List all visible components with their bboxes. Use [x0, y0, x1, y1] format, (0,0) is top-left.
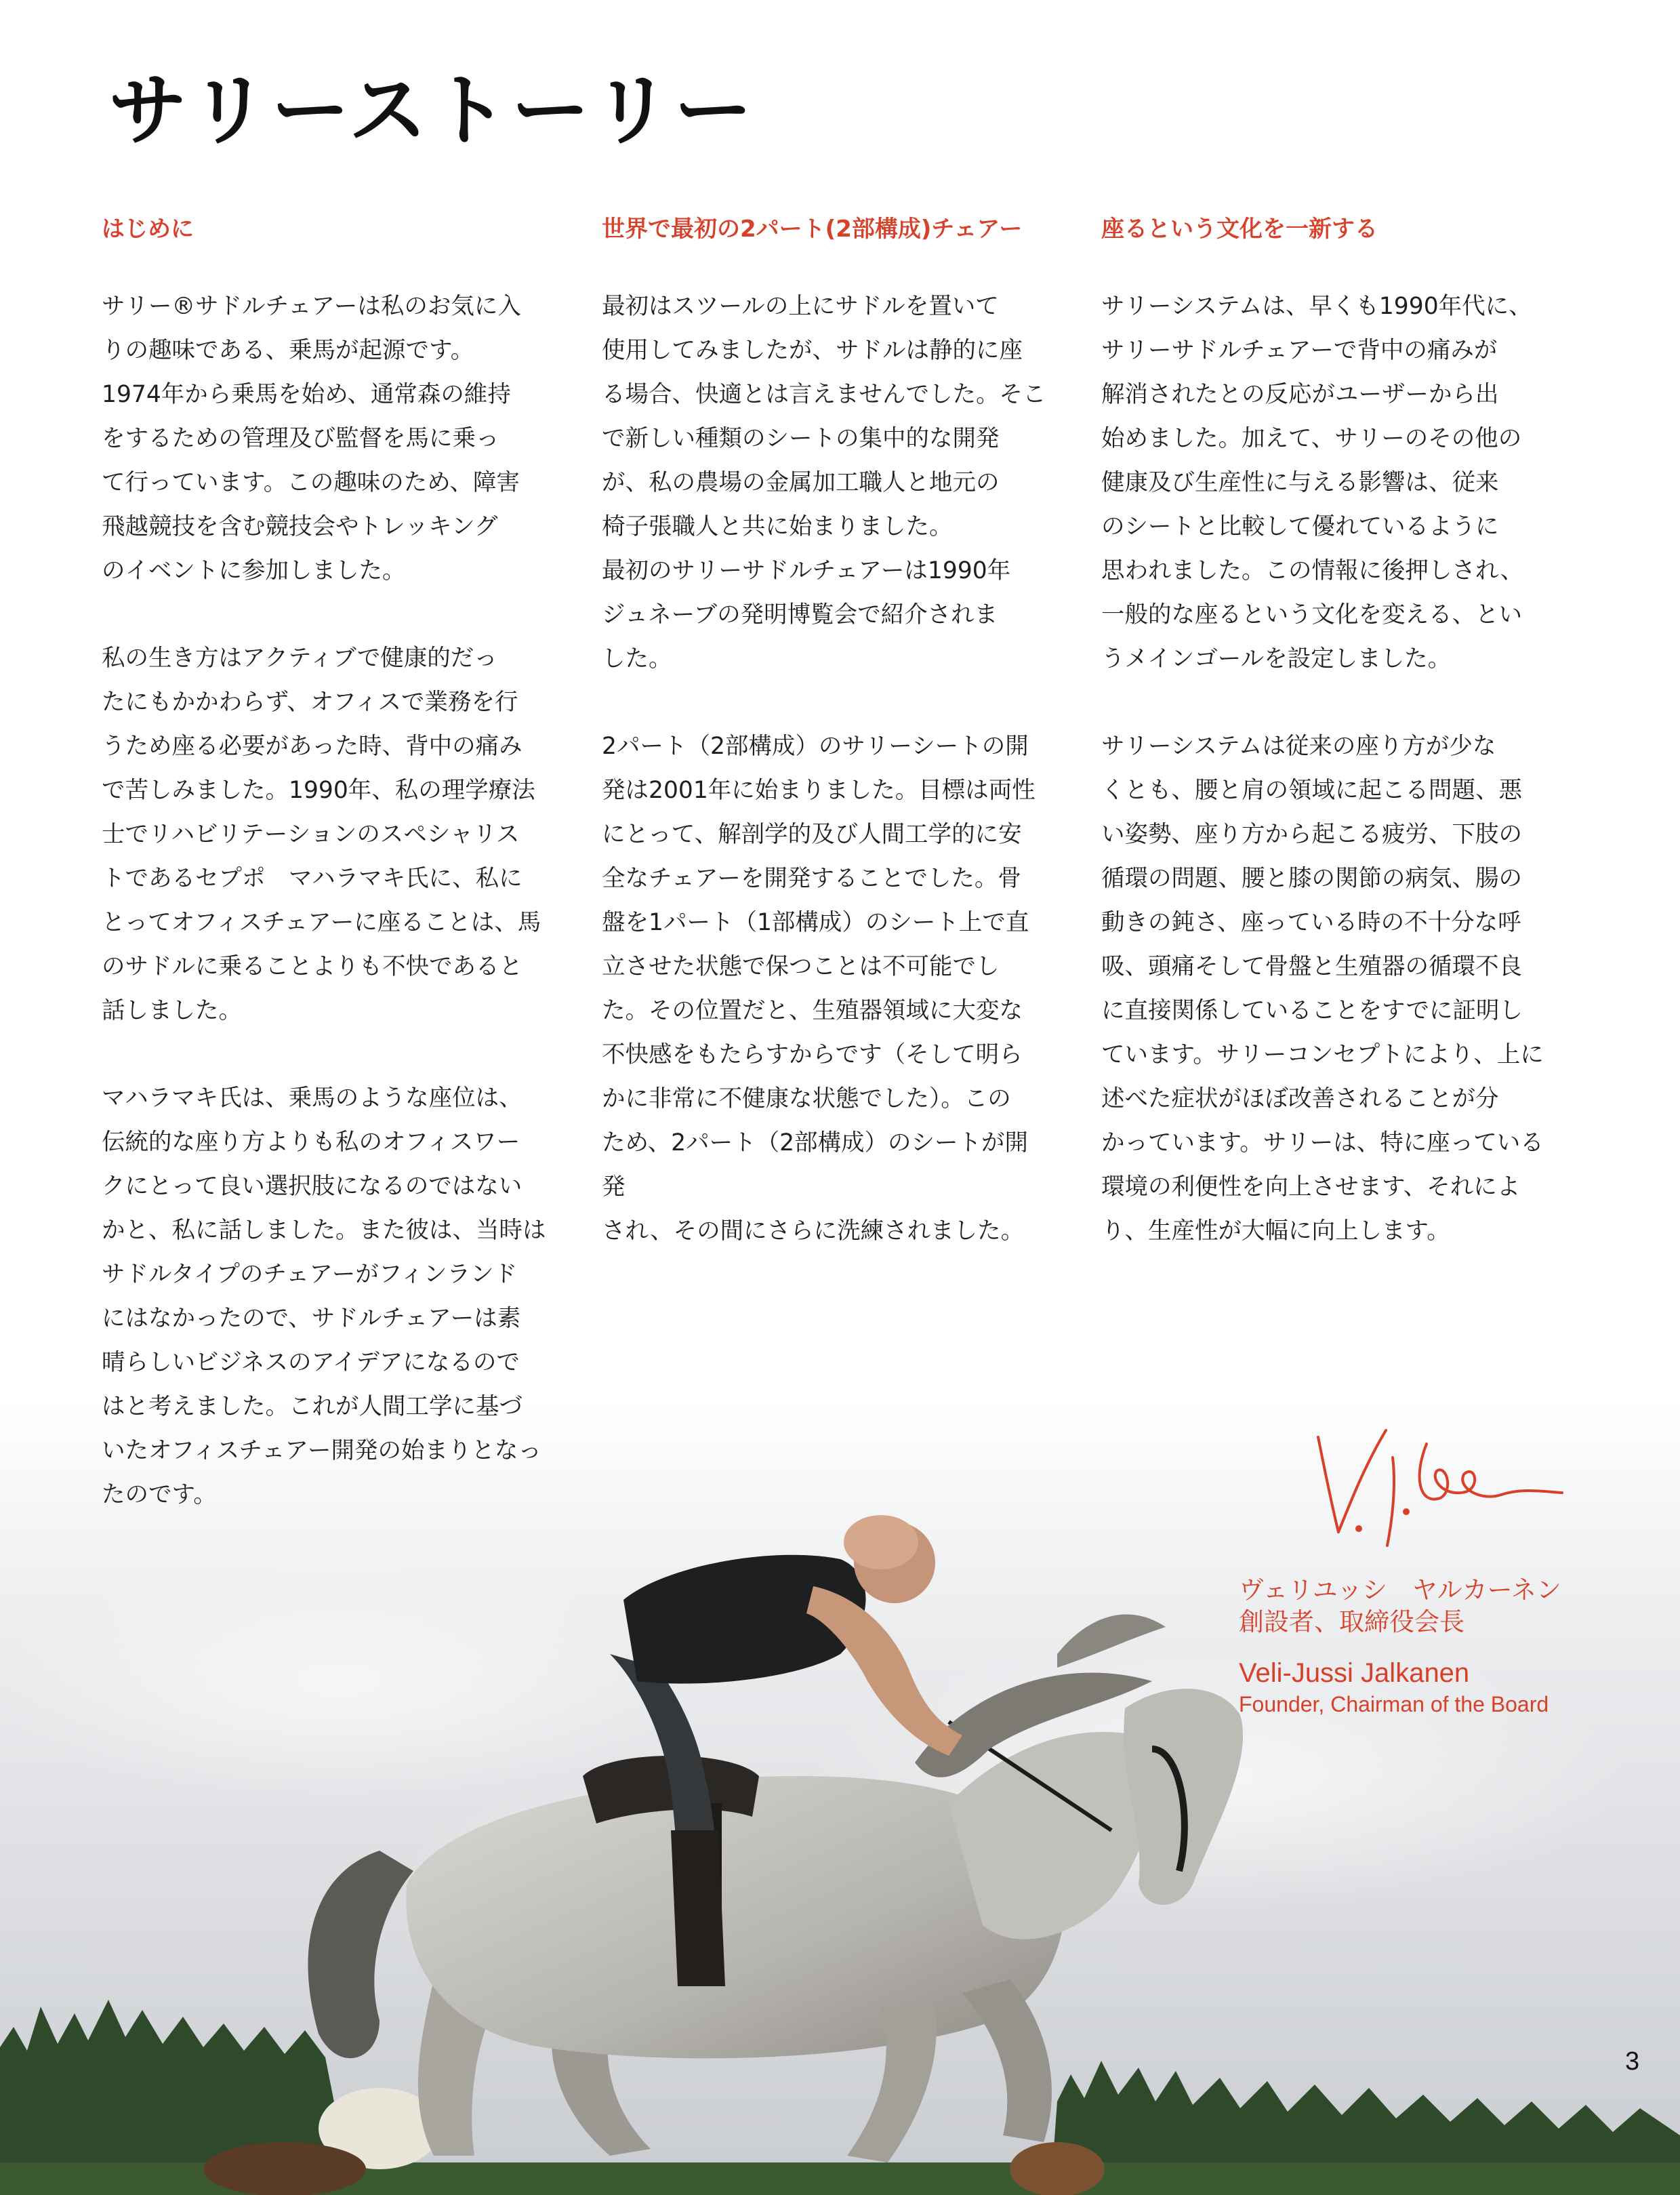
section-heading: 世界で最初の2パート(2部構成)チェアー: [602, 216, 1023, 243]
body-paragraph: サリーシステムは、早くも1990年代に、 サリーサドルチェアーで背中の痛みが 解消されたとの反応がユーザーから出 始めました。加えて、サリーのその他の 健康及び生産性に与える影響は、従来 のシートと比較して優れているように 思われました。この情報に後押しされ、 一般的な座るという文化を変える、とい うメインゴールを設定しました。: [1101, 293, 1532, 672]
body-paragraph: サリー®サドルチェアーは私のお気に入 りの趣味である、乗馬が起源です。 1974年から乗馬を始め、通常森の維持 をするための管理及び監督を馬に乗っ て行っています。この趣味のため、障害 飛越競技を含む競技会やトレッキング のイベントに参加しました。: [102, 293, 521, 584]
page-title: サリーストーリー: [108, 65, 756, 157]
body-paragraph: 最初はスツールの上にサドルを置いて 使用してみましたが、サドルは静的に座 る場合、快適とは言えませんでした。そこ で新しい種類のシートの集中的な開発 が、私の農場の金属加工職人と地元の 椅子張職人と共に始まりました。 最初のサリーサドルチェアーは1990年 ジュネーブの発明博覧会で紹介されま した。: [602, 293, 1046, 672]
body-paragraph: 私の生き方はアクティブで健康的だっ たにもかかわらず、オフィスで業務を行 うため座る必要があった時、背中の痛み で苦しみました。1990年、私の理学療法 士でリハビリテーションのスペシャリス トであるセプポ マハラマキ氏に、私に とってオフィスチェアーに座ることは、馬 のサドルに乗ることよりも不快であると 話しました。: [102, 645, 541, 1024]
signer-role-jp: 創設者、取締役会長: [1239, 1607, 1464, 1636]
section-heading: はじめに: [102, 216, 194, 243]
section-heading: 座るという文化を一新する: [1101, 216, 1378, 243]
column-sitting-culture: [1101, 209, 1549, 1297]
body-paragraph: サリーシステムは従来の座り方が少な くとも、腰と肩の領域に起こる問題、悪 い姿勢、座り方から起こる疲労、下肢の 循環の問題、腰と膝の関節の病気、腸の 動きの鈍さ、座っている時の不十分な呼 吸、頭痛そして骨盤と生殖器の循環不良 に直接関係していることをすでに証明し ています。サリーコンセプトにより、上に 述べた症状がほぼ改善されることが分 かっています。サリーは、特に座っている 環境の利便性を向上させます、それによ り、生産性が大幅に向上します。: [1101, 733, 1544, 1245]
handwritten-signature: [1311, 1417, 1569, 1552]
body-paragraph: マハラマキ氏は、乗馬のような座位は、 伝統的な座り方よりも私のオフィスワー クにとって良い選択肢になるのではない かと、私に話しました。また彼は、当時は サドルタイプのチェアーがフィンランド にはなかったので、サドルチェアーは素 晴らしいビジネスのアイデアになるので はと考えました。これが人間工学に基づ いたオフィスチェアー開発の始まりとなっ たのです。: [102, 1085, 546, 1508]
page-number: 3: [1625, 2047, 1640, 2076]
body-paragraph: 2パート（2部構成）のサリーシートの開 発は2001年に始まりました。目標は両性 にとって、解剖学的及び人間工学的に安 全なチェアーを開発することでした。骨 盤を1パート（1部構成）のシート上で直 立させた状態で保つことは不可能でし た。その位置だと、生殖器領域に大変な 不快感をもたらすからです（そして明ら かに非常に不健康な状態でした）。この ため、2パート（2部構成）のシートが開発 され、その間にさらに洗練されました。: [602, 733, 1036, 1245]
signature-block: [1239, 1574, 1561, 1719]
signer-name-en: Veli-Jussi Jalkanen: [1239, 1658, 1470, 1688]
column-first-two-part-chair: [602, 209, 1049, 1297]
signer-name-jp: ヴェリユッシ ヤルカーネン: [1239, 1575, 1561, 1605]
column-introduction: [102, 209, 549, 1560]
signer-role-en: Founder, Chairman of the Board: [1239, 1692, 1549, 1716]
